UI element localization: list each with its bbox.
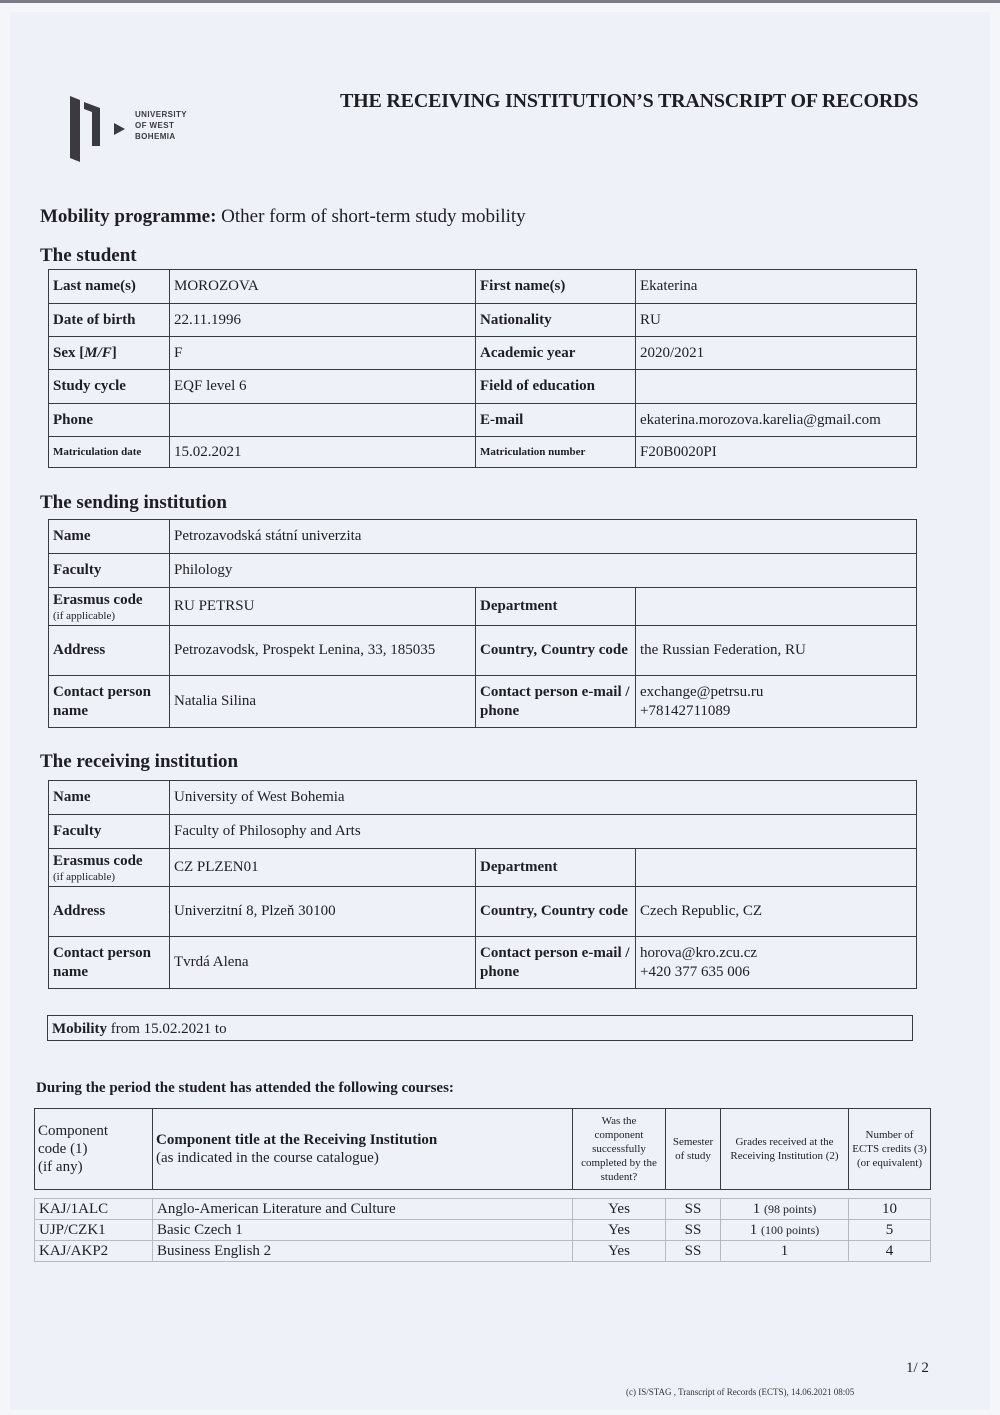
field-of-education-label: Field of education — [476, 370, 636, 404]
student-heading: The student — [40, 245, 137, 266]
footer-text: (c) IS/STAG , Transcript of Records (ECTS), 14.06.2021 08:05 — [626, 1387, 855, 1397]
header-component-title — [153, 1109, 573, 1190]
sending-department-value — [636, 588, 917, 626]
email-label: E-mail — [476, 404, 636, 437]
header-title-line-2: (as indicated in the course catalogue) — [156, 1150, 379, 1166]
receiving-faculty-value: Faculty of Philosophy and Arts — [170, 815, 917, 849]
table-row — [35, 1199, 931, 1220]
header-grades: Grades received at the Receiving Institution (2) — [721, 1109, 849, 1190]
course-completed: Yes — [573, 1241, 666, 1262]
logo-line-3: BOHEMIA — [135, 132, 176, 141]
receiving-address-value: Univerzitní 8, Plzeň 30100 — [170, 887, 476, 937]
course-grade — [721, 1241, 849, 1262]
course-grade-value: 1 — [780, 1242, 789, 1259]
logo-line-1: UNIVERSITY — [135, 110, 188, 119]
receiving-contact-email-value — [636, 937, 917, 989]
mobility-programme — [40, 206, 526, 228]
header-code-line-1: Component — [38, 1123, 108, 1139]
course-grade-note: (98 points) — [763, 1201, 817, 1216]
sending-erasmus-label — [49, 588, 170, 626]
receiving-erasmus-sub: (if applicable) — [53, 871, 115, 883]
matriculation-date-value: 15.02.2021 — [170, 437, 476, 468]
sending-contact-email-label: Contact person e-mail / phone — [476, 676, 636, 728]
sending-faculty-value: Philology — [170, 554, 917, 588]
sex-value: F — [170, 337, 476, 370]
last-name-label: Last name(s) — [49, 270, 170, 304]
receiving-contact-email: horova@kro.zcu.cz — [640, 944, 758, 961]
sending-country-label: Country, Country code — [476, 626, 636, 676]
sending-contact-email: exchange@petrsu.ru — [640, 683, 764, 700]
receiving-heading: The receiving institution — [40, 751, 239, 772]
matriculation-date-label: Matriculation date — [49, 437, 170, 468]
sending-name-value: Petrozavodská státní univerzita — [170, 520, 917, 554]
email-value: ekaterina.morozova.karelia@gmail.com — [636, 404, 917, 437]
student-table — [48, 269, 917, 468]
receiving-country-label: Country, Country code — [476, 887, 636, 937]
course-completed: Yes — [573, 1199, 666, 1220]
receiving-erasmus-value: CZ PLZEN01 — [170, 849, 476, 887]
receiving-contact-label: Contact person name — [49, 937, 170, 989]
receiving-contact-phone: +420 377 635 006 — [640, 963, 750, 980]
page-number: 1/ 2 — [906, 1360, 929, 1376]
study-cycle-label: Study cycle — [49, 370, 170, 404]
receiving-department-label: Department — [476, 849, 636, 887]
header-ects: Number of ECTS credits (3) (or equivalent) — [849, 1109, 931, 1190]
sending-erasmus-value: RU PETRSU — [170, 588, 476, 626]
academic-year-label: Academic year — [476, 337, 636, 370]
course-ects: 10 — [849, 1199, 931, 1220]
course-semester: SS — [666, 1241, 721, 1262]
course-grade — [721, 1220, 849, 1241]
table-row — [35, 1220, 931, 1241]
dob-value: 22.11.1996 — [170, 304, 476, 337]
sending-contact-email-value — [636, 676, 917, 728]
course-ects: 4 — [849, 1241, 931, 1262]
academic-year-value: 2020/2021 — [636, 337, 917, 370]
sending-erasmus-sub: (if applicable) — [53, 610, 115, 622]
courses-table — [34, 1108, 931, 1262]
receiving-contact-email-label: Contact person e-mail / phone — [476, 937, 636, 989]
receiving-country-value: Czech Republic, CZ — [636, 887, 917, 937]
logo-line-2: OF WEST — [135, 121, 175, 130]
first-name-label: First name(s) — [476, 270, 636, 304]
sending-contact-phone: +78142711089 — [640, 702, 731, 719]
university-logo-text — [135, 109, 187, 142]
dob-label: Date of birth — [49, 304, 170, 337]
nationality-label: Nationality — [476, 304, 636, 337]
course-grade-note: (100 points) — [760, 1222, 820, 1237]
study-cycle-value: EQF level 6 — [170, 370, 476, 404]
header-completed: Was the component successfully completed by the student? — [573, 1109, 666, 1190]
sending-faculty-label: Faculty — [49, 554, 170, 588]
mobility-value: from 15.02.2021 to — [110, 1021, 227, 1037]
receiving-contact-value: Tvrdá Alena — [170, 937, 476, 989]
field-of-education-value — [636, 370, 917, 404]
sex-label-options: M/F — [84, 344, 112, 361]
window-top-border — [0, 0, 1000, 3]
header-code-line-3: (if any) — [38, 1159, 83, 1175]
course-code: KAJ/AKP2 — [35, 1241, 153, 1262]
receiving-name-label: Name — [49, 781, 170, 815]
receiving-table — [48, 780, 917, 989]
sending-address-label: Address — [49, 626, 170, 676]
course-completed: Yes — [573, 1220, 666, 1241]
sending-country-value: the Russian Federation, RU — [636, 626, 917, 676]
header-semester: Semester of study — [666, 1109, 721, 1190]
phone-value — [170, 404, 476, 437]
receiving-address-label: Address — [49, 887, 170, 937]
course-title: Anglo-American Literature and Culture — [153, 1199, 573, 1220]
header-component-code — [35, 1109, 153, 1190]
sending-contact-label: Contact person name — [49, 676, 170, 728]
sending-contact-value: Natalia Silina — [170, 676, 476, 728]
mobility-programme-value: Other form of short-term study mobility — [221, 206, 526, 227]
matriculation-number-value: F20B0020PI — [636, 437, 917, 468]
header-title-line-1: Component title at the Receiving Institution — [156, 1132, 438, 1148]
document-title: THE RECEIVING INSTITUTION’S TRANSCRIPT OF RECORDS — [340, 90, 919, 112]
mobility-programme-label: Mobility programme: — [40, 206, 217, 227]
course-title: Basic Czech 1 — [153, 1220, 573, 1241]
course-grade-value: 1 — [749, 1221, 758, 1238]
table-row — [35, 1241, 931, 1262]
sending-name-label: Name — [49, 520, 170, 554]
sending-erasmus-label-text: Erasmus code — [53, 592, 143, 608]
receiving-erasmus-label — [49, 849, 170, 887]
course-semester: SS — [666, 1220, 721, 1241]
matriculation-number-label: Matriculation number — [476, 437, 636, 468]
sending-heading: The sending institution — [40, 492, 227, 513]
sex-label-start: Sex [ — [53, 344, 85, 361]
sending-address-value: Petrozavodsk, Prospekt Lenina, 33, 185035 — [170, 626, 476, 676]
mobility-period — [47, 1015, 913, 1041]
receiving-erasmus-label-text: Erasmus code — [53, 853, 143, 869]
phone-label: Phone — [49, 404, 170, 437]
receiving-department-value — [636, 849, 917, 887]
course-grade — [721, 1199, 849, 1220]
courses-intro: During the period the student has attended the following courses: — [36, 1080, 454, 1096]
first-name-value: Ekaterina — [636, 270, 917, 304]
last-name-value: MOROZOVA — [170, 270, 476, 304]
sending-department-label: Department — [476, 588, 636, 626]
course-grade-value: 1 — [752, 1200, 761, 1217]
receiving-name-value: University of West Bohemia — [170, 781, 917, 815]
course-code: KAJ/1ALC — [35, 1199, 153, 1220]
sex-label-end: ] — [111, 344, 117, 361]
header-code-line-2: code (1) — [38, 1141, 88, 1157]
mobility-label: Mobility — [52, 1021, 107, 1037]
nationality-value: RU — [636, 304, 917, 337]
course-ects: 5 — [849, 1220, 931, 1241]
course-code: UJP/CZK1 — [35, 1220, 153, 1241]
course-title: Business English 2 — [153, 1241, 573, 1262]
sending-table — [48, 519, 917, 728]
course-semester: SS — [666, 1199, 721, 1220]
receiving-faculty-label: Faculty — [49, 815, 170, 849]
sex-label — [49, 337, 170, 370]
